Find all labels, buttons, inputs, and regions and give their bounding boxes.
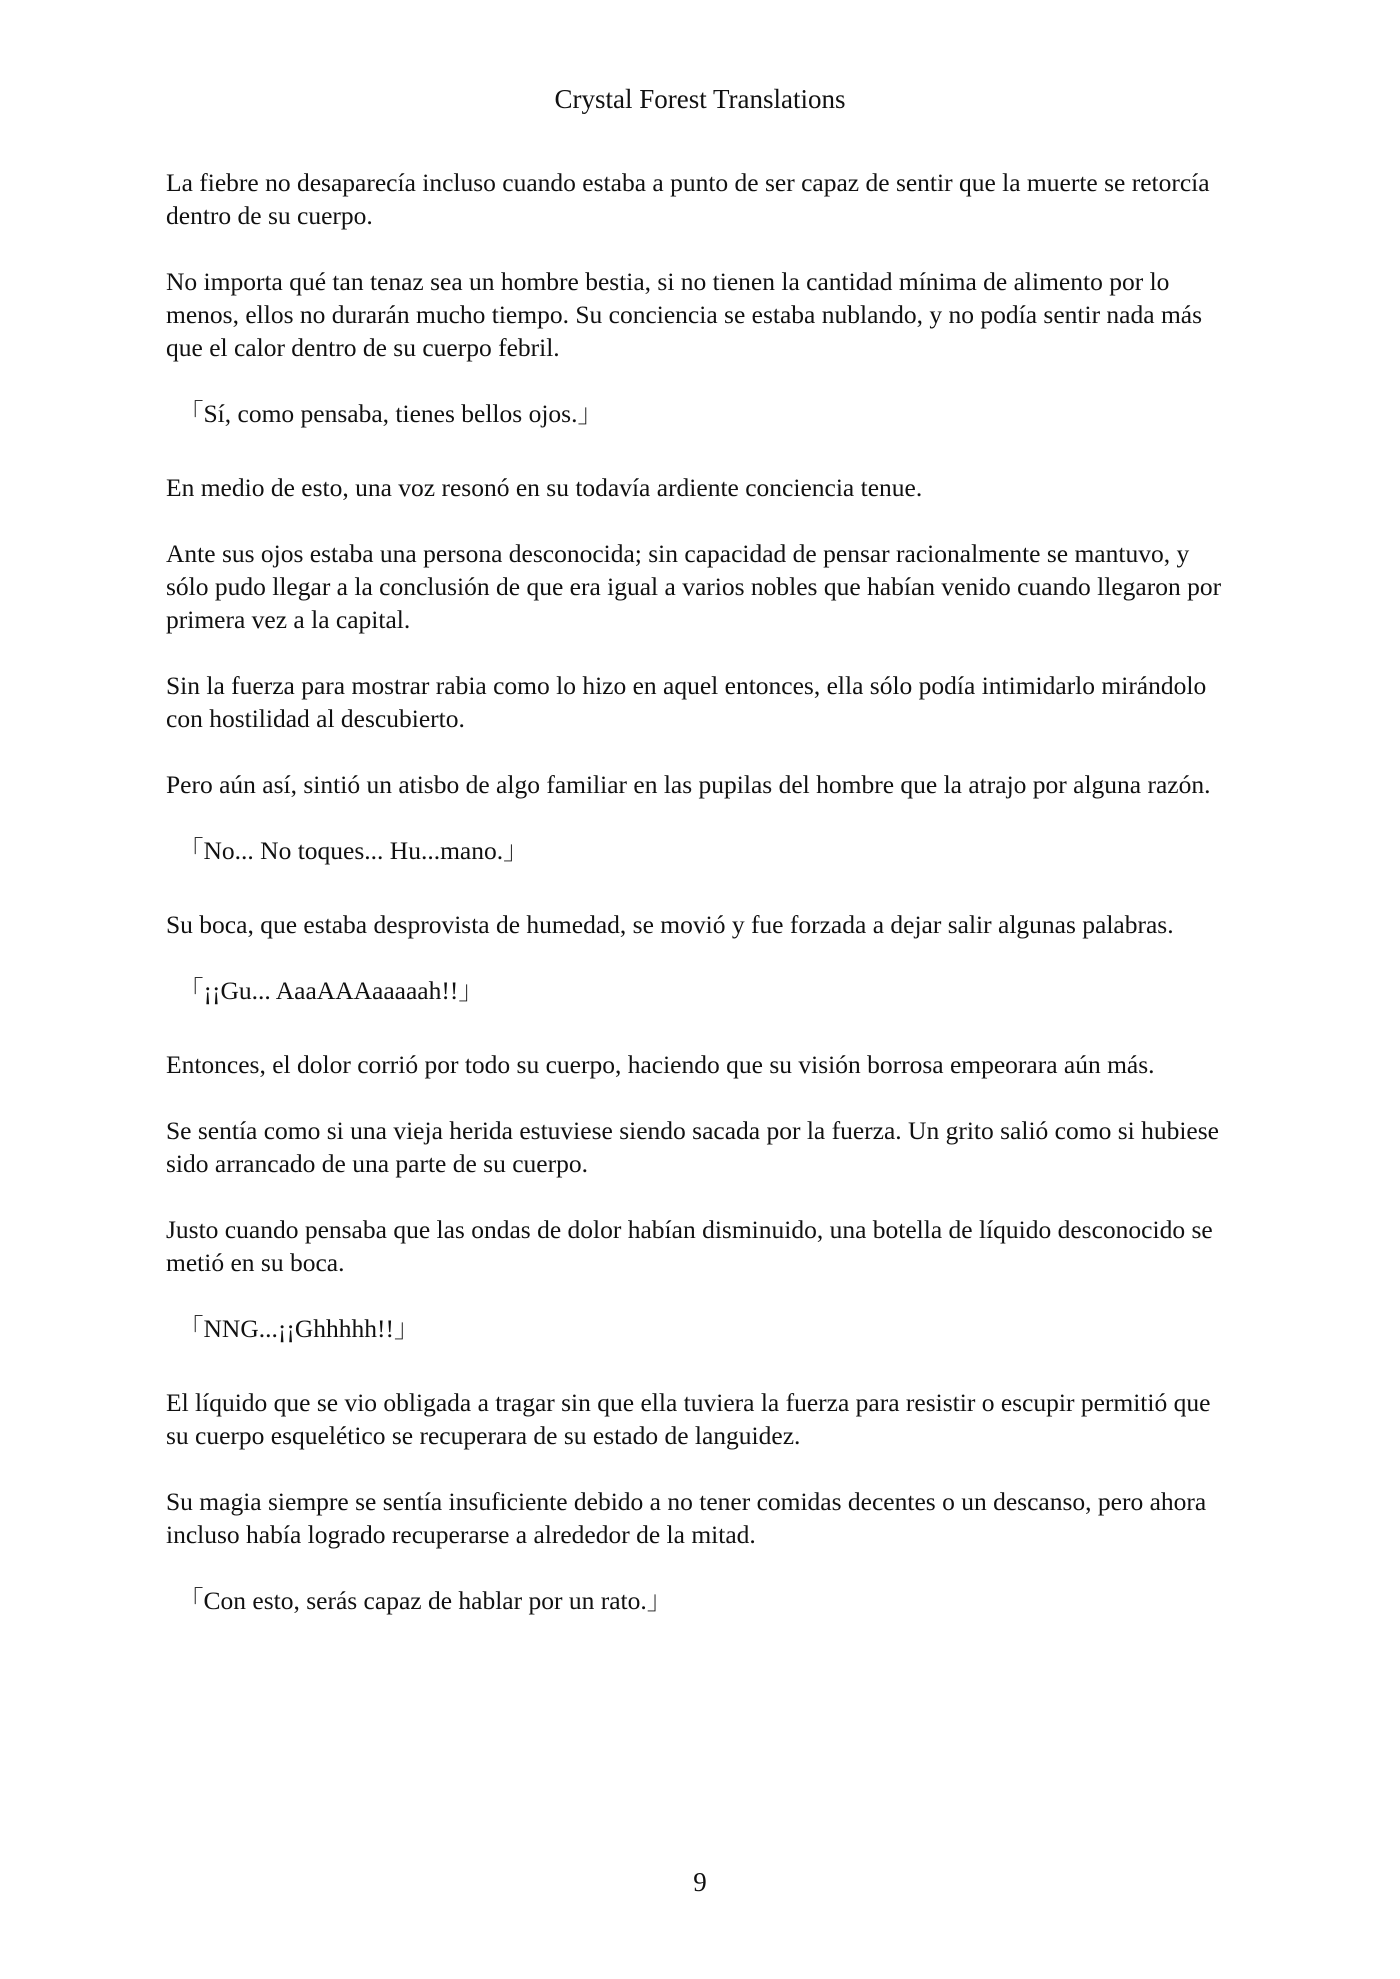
- paragraph: Se sentía como si una vieja herida estuviese siendo sacada por la fuerza. Un grito salió como si hubiese sido arrancado de una parte de su cuerpo.: [166, 1116, 1219, 1178]
- paragraph: Su magia siempre se sentía insuficiente debido a no tener comidas decentes o un descanso, pero ahora incluso había logrado recuperarse a alrededor de la mitad.: [166, 1487, 1207, 1549]
- dialogue-line: 「Con esto, serás capaz de hablar por un rato.」: [178, 1586, 673, 1615]
- paragraph: Justo cuando pensaba que las ondas de dolor habían disminuido, una botella de líquido desconocido se metió en su boca.: [166, 1215, 1213, 1277]
- paragraph: Entonces, el dolor corrió por todo su cuerpo, haciendo que su visión borrosa empeorara aún más.: [166, 1050, 1155, 1079]
- paragraph: Sin la fuerza para mostrar rabia como lo hizo en aquel entonces, ella sólo podía intimidarlo mirándolo con hostilidad al descubierto.: [166, 671, 1207, 733]
- paragraph: El líquido que se vio obligada a tragar sin que ella tuviera la fuerza para resistir o escupir permitió que su cuerpo esquelético se recuperara de su estado de languidez.: [166, 1388, 1211, 1450]
- paragraph: Su boca, que estaba desprovista de humedad, se movió y fue forzada a dejar salir algunas palabras.: [166, 910, 1174, 939]
- paragraph: La fiebre no desaparecía incluso cuando estaba a punto de ser capaz de sentir que la muerte se retorcía dentro de su cuerpo.: [166, 168, 1210, 230]
- page-header-title: Crystal Forest Translations: [554, 84, 846, 114]
- paragraph: Pero aún así, sintió un atisbo de algo familiar en las pupilas del hombre que la atrajo por alguna razón.: [166, 770, 1211, 799]
- dialogue-line: 「NNG...¡¡Ghhhhh!!」: [178, 1314, 420, 1343]
- dialogue-line: 「¡¡Gu... AaaAAAaaaaah!!」: [178, 976, 484, 1005]
- paragraph: En medio de esto, una voz resonó en su todavía ardiente conciencia tenue.: [166, 473, 923, 502]
- paragraph: No importa qué tan tenaz sea un hombre bestia, si no tienen la cantidad mínima de alimento por lo menos, ellos no durarán mucho tiempo. Su conciencia se estaba nublando, y no podía sentir nada más que el calor dentro de su cuerpo febril.: [166, 267, 1203, 362]
- paragraph: Ante sus ojos estaba una persona desconocida; sin capacidad de pensar racionalmente se mantuvo, y sólo pudo llegar a la conclusión de que era igual a varios nobles que habían venido cuando llegaron por primera vez a la capital.: [166, 539, 1222, 634]
- page-number: 9: [693, 1867, 707, 1897]
- page-body: [166, 166, 1236, 1658]
- dialogue-line: 「No... No toques... Hu...mano.」: [178, 836, 529, 865]
- dialogue-line: 「Sí, como pensaba, tienes bellos ojos.」: [178, 399, 603, 428]
